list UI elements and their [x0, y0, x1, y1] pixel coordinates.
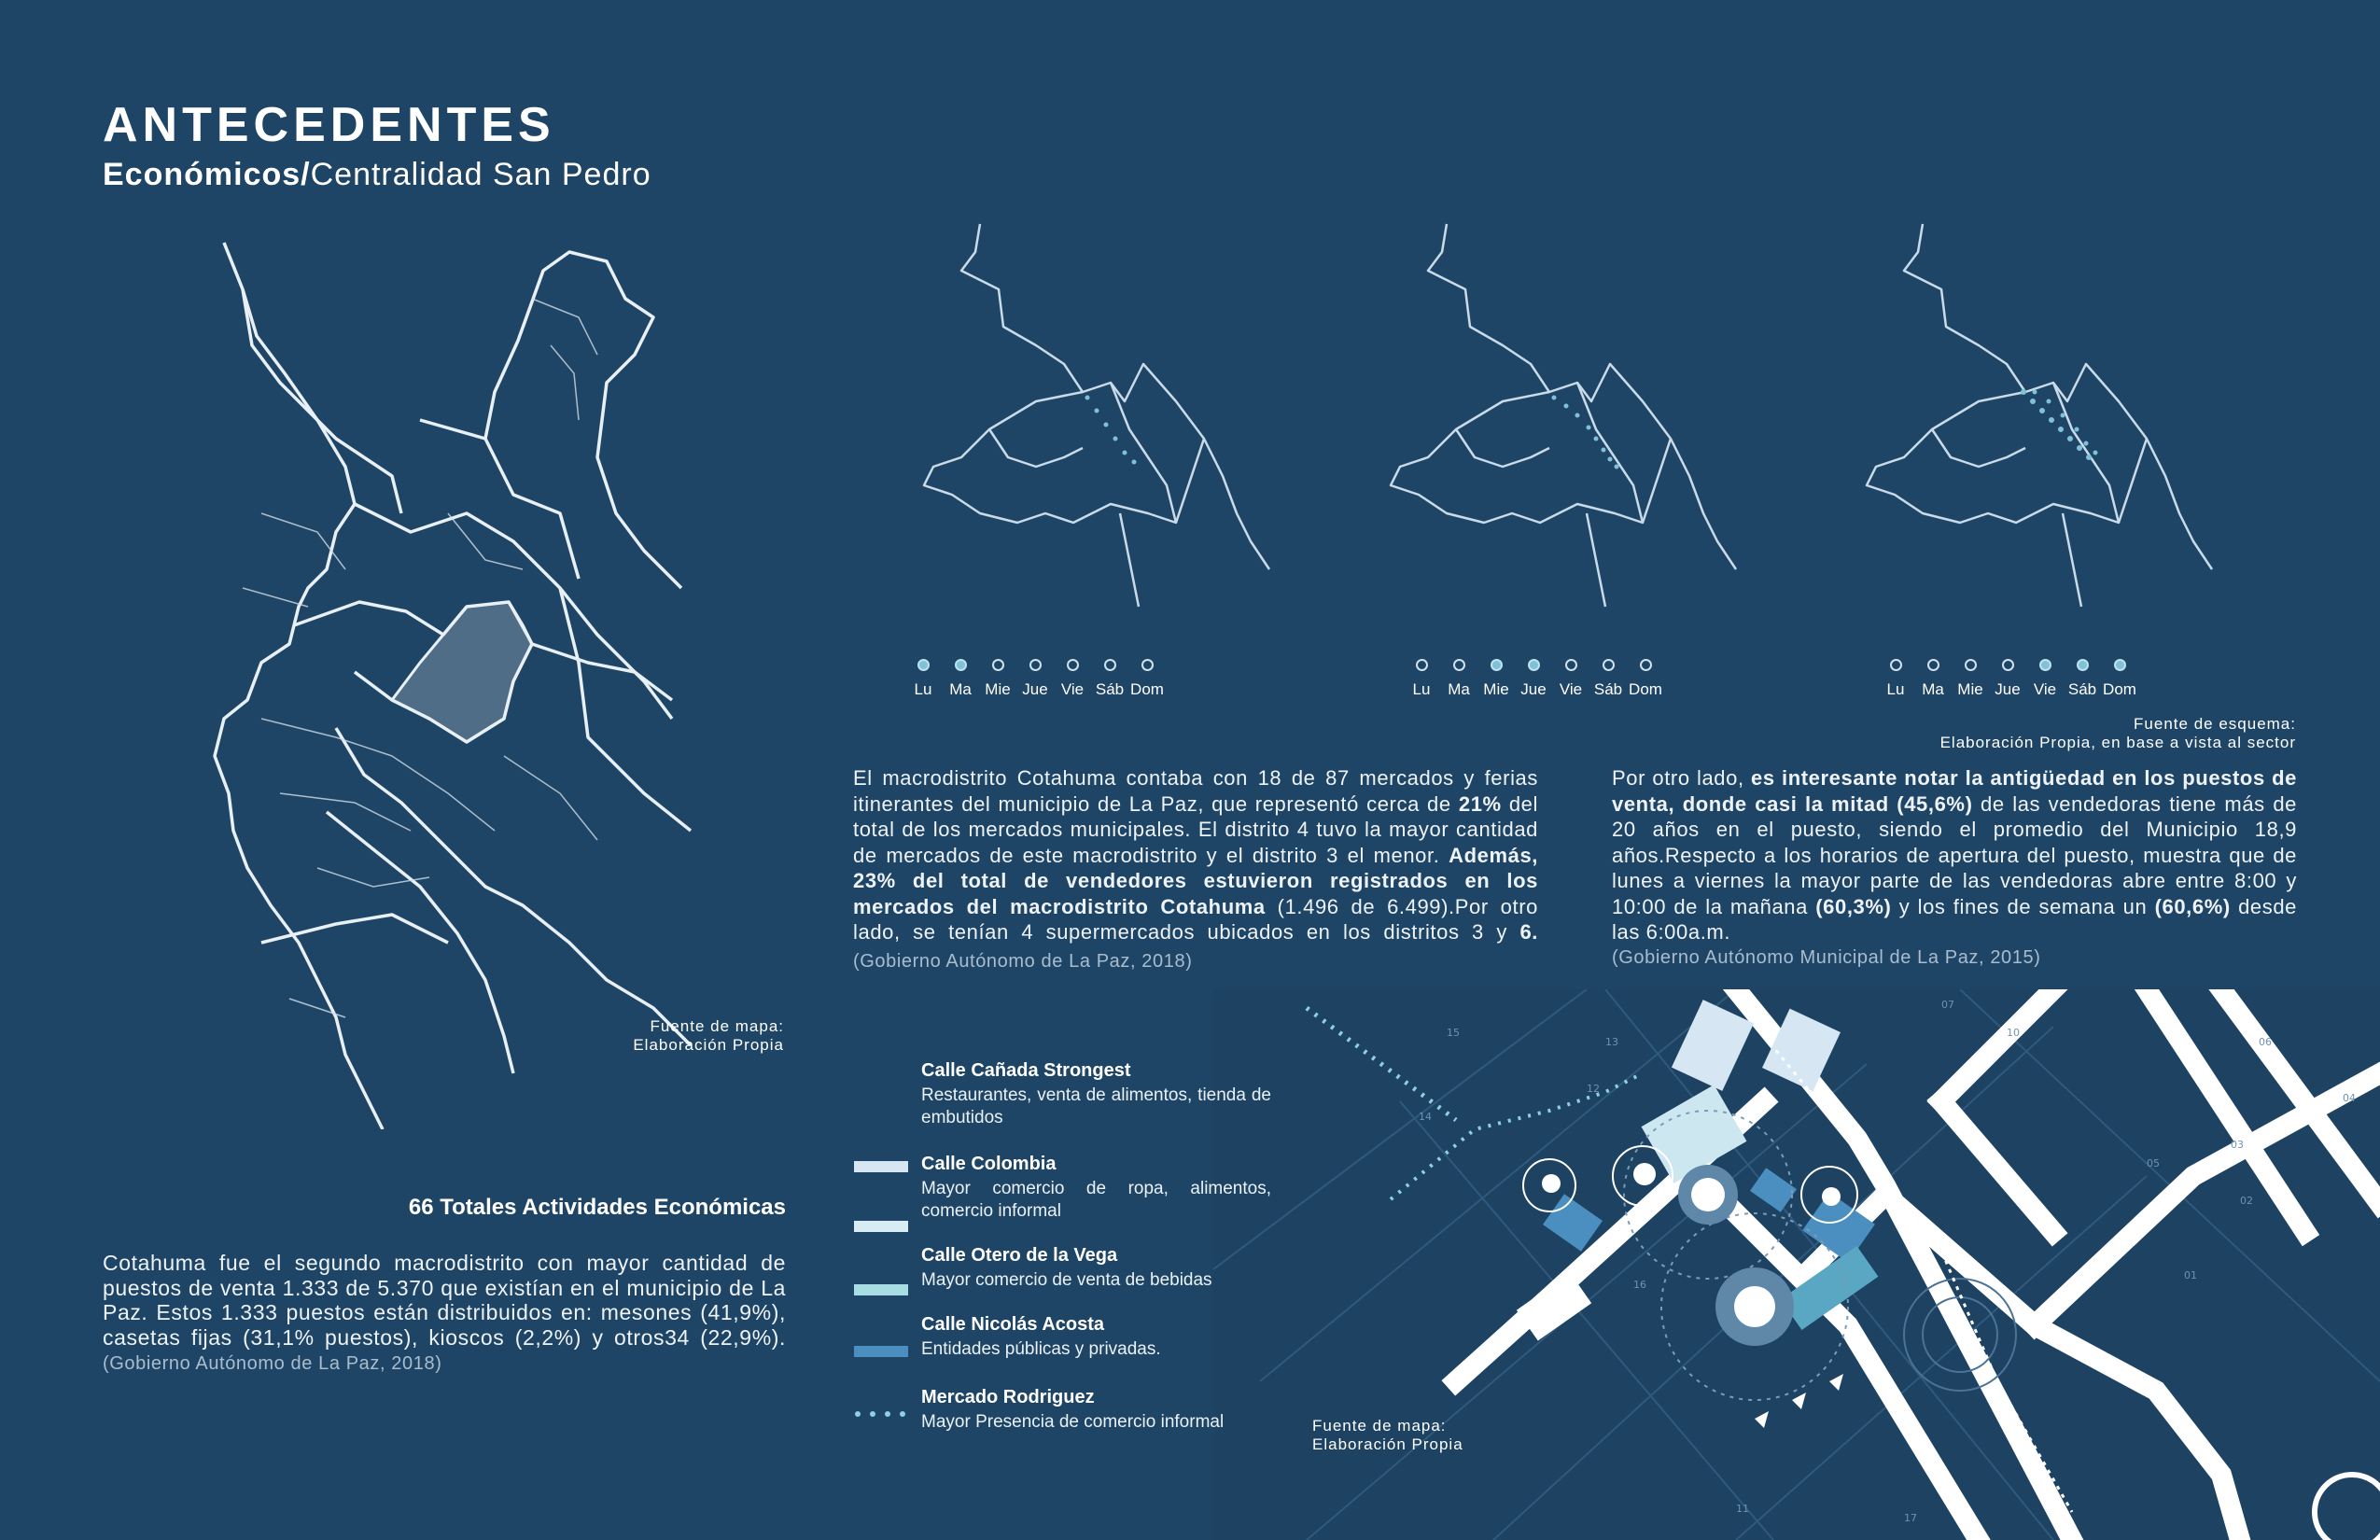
day-indicator: [1880, 659, 1911, 699]
legend-desc: Mayor comercio de venta de bebidas: [921, 1270, 1212, 1290]
day-label: Sáb: [1095, 680, 1125, 698]
subtitle-rest: Centralidad San Pedro: [310, 157, 651, 192]
day-indicator: [1630, 659, 1661, 699]
day-label: Mie: [1957, 680, 1983, 698]
activities-citation: (Gobierno Autónomo de La Paz, 2018): [103, 1353, 442, 1374]
block-number: 10: [2007, 1027, 2020, 1039]
day-dot-active: [1491, 659, 1503, 671]
legend-swatch: [854, 1221, 908, 1232]
legend-desc: Mayor Presencia de comercio informal: [921, 1412, 1225, 1432]
legend-item: [854, 1154, 1274, 1219]
day-label: Lu: [1886, 680, 1905, 698]
day-indicator: [1443, 659, 1475, 699]
legend-dotted-swatch: [854, 1409, 910, 1419]
day-indicator: [1518, 659, 1549, 699]
activities-paragraph: [103, 1251, 786, 1377]
legend-item: [854, 1314, 1274, 1361]
source-value: Elaboración Propia: [1312, 1435, 1463, 1453]
day-indicator: [982, 659, 1014, 699]
day-indicator: [1057, 659, 1088, 699]
vendors-text-4: desde las 6:00a.m.: [1612, 894, 2298, 944]
block-number: 04: [2343, 1092, 2356, 1104]
scheme-2-days: [1406, 659, 1661, 699]
day-dot-inactive: [1029, 659, 1042, 671]
day-dot-active: [2114, 659, 2126, 671]
block-number: 16: [1633, 1279, 1646, 1291]
vendors-text-2: de las vendedoras tiene más de 20 años en el puesto, siendo el promedio del Municipio 18,9 años.Respecto a los horarios de apertura del puesto, muestra que de lunes a viernes la mayor parte de las vendedoras abre entre 8:00 y 10:00 de la mañana: [1612, 791, 2297, 918]
day-label: Ma: [1922, 680, 1944, 698]
day-dot-active: [2077, 659, 2089, 671]
block-number: 11: [1736, 1503, 1749, 1515]
legend-title: Mercado Rodriguez: [921, 1387, 1095, 1407]
legend-title: Calle Cañada Strongest: [921, 1060, 1131, 1081]
markets-citation: (Gobierno Autónomo de La Paz, 2018): [853, 950, 1193, 972]
vendors-bold-1: es interesante notar la antigüedad en los puestos de venta, donde casi la mitad (45,6%): [1612, 766, 2297, 816]
day-indicator: [2066, 659, 2098, 699]
legend-title: Calle Otero de la Vega: [921, 1245, 1118, 1266]
day-label: Ma: [1448, 680, 1470, 698]
markets-bold-3: 6.: [1519, 920, 1538, 944]
page-title: ANTECEDENTES: [103, 98, 555, 152]
day-indicator: [1992, 659, 2023, 699]
markets-text-2: del total de los mercados municipales. El distrito 4 tuvo la mayor cantidad de mercados de este macrodistrito y el distrito 3 el menor.: [853, 791, 1538, 867]
day-indicator: [1480, 659, 1512, 699]
day-dot-inactive: [1640, 659, 1652, 671]
day-label: Vie: [1559, 680, 1583, 698]
legend-item: [854, 1245, 1274, 1292]
legend-title: Calle Colombia: [921, 1154, 1057, 1174]
activities-heading: 66 Totales Actividades Económicas: [408, 1195, 786, 1220]
day-indicator: [1555, 659, 1587, 699]
source-label: Fuente de mapa:: [650, 1017, 784, 1035]
day-dot-inactive: [1965, 659, 1977, 671]
source-label: Fuente de mapa:: [1312, 1417, 1447, 1435]
day-label: Vie: [1060, 680, 1085, 698]
activities-text: Cotahuma fue el segundo macrodistrito con mayor cantidad de puestos de venta 1.333 de 5.370 que existían en el municipio de La Paz. Estos 1.333 puestos están distribuidos en: mesones (41,9%), casetas fijas (31,1% puestos), kioscos (2,2%) y otros34 (22,9%).: [103, 1251, 786, 1350]
day-dot-inactive: [992, 659, 1004, 671]
block-number: 05: [2147, 1157, 2160, 1169]
left-map-source: [560, 1017, 784, 1055]
legend-desc: Entidades públicas y privadas.: [921, 1339, 1161, 1359]
day-dot-inactive: [1416, 659, 1428, 671]
day-indicator: [1592, 659, 1624, 699]
legend-title: Calle Nicolás Acosta: [921, 1314, 1105, 1335]
day-indicator: [1406, 659, 1437, 699]
scheme-map-1: [896, 215, 1363, 635]
block-number: 02: [2240, 1195, 2253, 1207]
day-dot-inactive: [1453, 659, 1465, 671]
block-number: 14: [1419, 1111, 1432, 1123]
day-label: Lu: [914, 680, 932, 698]
day-label: Lu: [1412, 680, 1431, 698]
markets-bold-1: 21%: [1458, 791, 1502, 816]
page-subtitle: [103, 157, 651, 193]
scheme-map-2: [1363, 215, 1829, 635]
day-dot-inactive: [1141, 659, 1154, 671]
day-dot-active: [1528, 659, 1540, 671]
markets-text-3: (1.496 de 6.499).Por otro lado, se tenían 4 supermercados ubicados en los distritos 3 y: [853, 894, 1538, 944]
scheme-3-days: [1880, 659, 2135, 699]
block-number: 07: [1941, 999, 1954, 1011]
day-label: Mie: [1483, 680, 1509, 698]
street-map: [1213, 989, 2380, 1540]
markets-bold-2: Además, 23% del total de vendedores estuvieron registrados en los mercados del macrodistrito Cotahuma: [853, 843, 1538, 918]
day-indicator: [2104, 659, 2135, 699]
block-number: 03: [2231, 1139, 2244, 1151]
day-label: Ma: [949, 680, 972, 698]
day-label: Mie: [985, 680, 1011, 698]
markets-text-1: El macrodistrito Cotahuma contaba con 18 de 87 mercados y ferias itinerantes del municipio de La Paz, que representó cerca de: [853, 766, 1538, 816]
vendors-bold-3: (60,6%): [2154, 894, 2231, 918]
day-label: Jue: [1520, 680, 1547, 698]
day-indicator: [1131, 659, 1163, 699]
scheme-map-3: [1839, 215, 2305, 635]
day-dot-inactive: [1890, 659, 1902, 671]
block-number: 15: [1447, 1027, 1460, 1039]
street-map-source: [1312, 1417, 1463, 1454]
legend-item: [854, 1060, 1274, 1129]
day-indicator: [1094, 659, 1126, 699]
scheme-source: [1829, 715, 2296, 752]
source-value: Elaboración Propia, en base a vista al sector: [1939, 734, 2296, 751]
day-dot-inactive: [1565, 659, 1577, 671]
block-number: 13: [1605, 1036, 1618, 1048]
block-number: 06: [2259, 1036, 2272, 1048]
day-dot-active: [2039, 659, 2051, 671]
vendors-text-3: y los fines de semana un: [1891, 894, 2155, 918]
day-dot-inactive: [1603, 659, 1615, 671]
day-label: Jue: [1995, 680, 2021, 698]
legend-swatch: [854, 1161, 908, 1172]
block-number: 01: [2184, 1269, 2197, 1281]
day-indicator: [945, 659, 976, 699]
day-dot-active: [917, 659, 930, 671]
day-indicator: [1917, 659, 1949, 699]
legend-desc: Mayor comercio de ropa, alimentos, comercio informal: [921, 1179, 1271, 1221]
day-indicator: [1019, 659, 1051, 699]
day-dot-inactive: [1927, 659, 1939, 671]
day-indicator: [1954, 659, 1986, 699]
block-number: 12: [1587, 1083, 1600, 1095]
macrodistrict-map: [205, 233, 709, 1129]
legend-swatch: [854, 1284, 908, 1295]
source-value: Elaboración Propia: [633, 1036, 784, 1054]
legend-swatch: [854, 1346, 908, 1357]
subtitle-bold: Económicos/: [103, 157, 311, 192]
day-label: Dom: [2103, 680, 2136, 698]
day-label: Dom: [1130, 680, 1164, 698]
day-dot-active: [955, 659, 967, 671]
day-dot-inactive: [2002, 659, 2014, 671]
vendors-bold-2: (60,3%): [1815, 894, 1892, 918]
day-label: Jue: [1022, 680, 1048, 698]
day-label: Dom: [1629, 680, 1662, 698]
day-dot-inactive: [1067, 659, 1079, 671]
scheme-1-days: [907, 659, 1163, 699]
day-indicator: [907, 659, 939, 699]
vendors-citation: (Gobierno Autónomo Municipal de La Paz, 2015): [1612, 946, 2041, 968]
legend-item: [854, 1387, 1274, 1434]
block-number: 17: [1904, 1512, 1917, 1524]
vendors-text-1: Por otro lado,: [1612, 766, 1752, 790]
day-indicator: [2029, 659, 2061, 699]
source-label: Fuente de esquema:: [2134, 715, 2296, 733]
vendors-paragraph: [1612, 765, 2297, 971]
day-label: Vie: [2033, 680, 2057, 698]
day-label: Sáb: [1593, 680, 1623, 698]
day-label: Sáb: [2067, 680, 2097, 698]
legend-desc: Restaurantes, venta de alimentos, tienda de embutidos: [921, 1085, 1271, 1127]
markets-paragraph: [853, 765, 1538, 974]
day-dot-inactive: [1104, 659, 1116, 671]
